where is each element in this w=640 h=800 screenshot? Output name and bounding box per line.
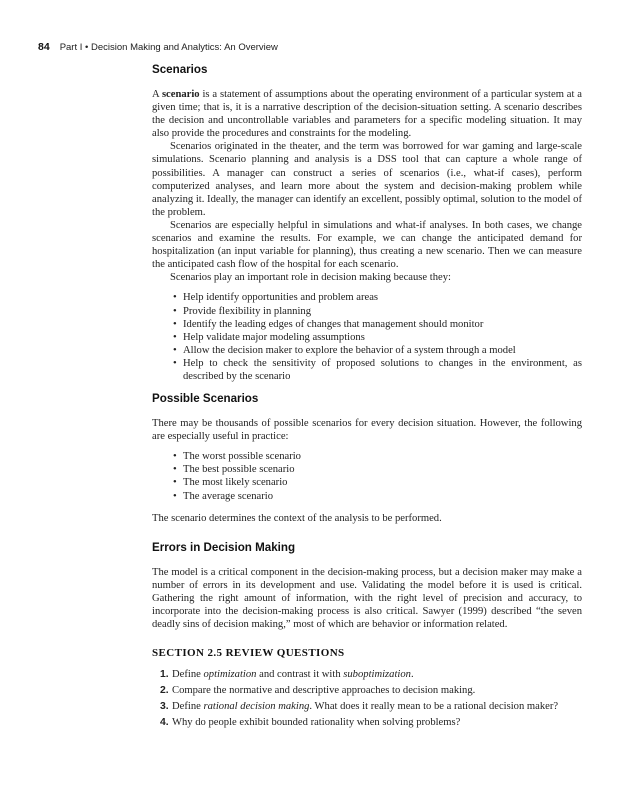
list-item: • The best possible scenario: [176, 463, 582, 476]
list-item: • Identify the leading edges of changes that management should monitor: [176, 318, 582, 331]
possible-scenarios-paragraph-1: There may be thousands of possible scenarios for every decision situation. However, the following are especially useful in practice:: [152, 418, 582, 443]
scenario-term: scenario: [161, 89, 200, 100]
list-item: • The worst possible scenario: [176, 450, 582, 463]
scenarios-paragraph-3: Scenarios are especially helpful in simulations and what-if analyses. In both cases, we change scenarios and examine the results. For example, we can change the anticipated demand for hospitalization (an input variable for planning), thus creating a new scenario. Then we can measure the anticipated cash flow of the hospital for each scenario.: [152, 219, 582, 271]
list-item: • The average scenario: [176, 490, 582, 503]
review-questions-list: [152, 668, 582, 729]
review-question: 4. Why do people exhibit bounded rationality when solving problems?: [160, 717, 461, 729]
review-question: 2. Compare the normative and descriptive approaches to decision making.: [160, 685, 476, 697]
page-number: 84: [38, 41, 50, 53]
list-item: • Help validate major modeling assumptions: [176, 331, 582, 344]
spacer: [152, 631, 582, 646]
running-head-title: Part I • Decision Making and Analytics: An Overview: [59, 42, 278, 53]
scenario-benefits-list: [152, 291, 582, 383]
possible-scenarios-heading: Possible Scenarios: [152, 392, 259, 406]
spacer: [152, 525, 582, 541]
possible-scenarios-list: [152, 450, 582, 502]
errors-heading: Errors in Decision Making: [152, 540, 296, 554]
possible-scenarios-paragraph-2: The scenario determines the context of the analysis to be performed.: [152, 512, 442, 524]
question-number: 3.: [160, 701, 169, 713]
list-item: • The most likely scenario: [176, 476, 582, 489]
scenarios-paragraph-4: Scenarios play an important role in decision making because they:: [170, 272, 451, 284]
question-number: 4.: [160, 717, 169, 729]
list-item: • Help identify opportunities and problem areas: [176, 291, 582, 304]
question-number: 2.: [160, 685, 169, 697]
list-item: • Allow the decision maker to explore the behavior of a system through a model: [176, 344, 582, 357]
scenarios-heading: Scenarios: [152, 63, 208, 76]
errors-paragraph: The model is a critical component in the decision-making process, but a decision maker may make a number of errors in its development and use. Validating the model before it is used is critical. Gathering the right amount of information, with the right level of precision and accuracy, to incorporate into the decision-making process is also critical. Sawyer (1999) described “the seven deadly sins of decision making,” most of which are behavior or information related.: [152, 566, 582, 631]
list-item: • Help to check the sensitivity of proposed solutions to changes in the environment, as described by the scenario: [176, 357, 582, 383]
scenarios-paragraph-1: A scenario is a statement of assumptions about the operating environment of a particular system at a given time; that is, it is a narrative description of the decision-situation setting. A scenario describes the decision and uncontrollable variables and parameters for a specific modeling situation. It may also provide the procedures and constraints for the modeling.: [152, 89, 583, 140]
scenarios-paragraph-2: Scenarios originated in the theater, and the term was borrowed for war gaming and large-scale simulations. Scenario planning and analysis is a DSS tool that can capture a whole range of possibilities. A manager can construct a series of scenarios (i.e., what-if cases), perform computerized analyses, and learn more about the system and decision-making problem while analyzing it. Ideally, the manager can identify an excellent, possibly optimal, solution to the model of the problem.: [152, 141, 582, 218]
page-content: [152, 63, 582, 733]
review-questions-heading: SECTION 2.5 REVIEW QUESTIONS: [152, 647, 345, 660]
review-question: 3. Define rational decision making. What does it really mean to be a rational decision maker?: [160, 701, 559, 713]
question-number: 1.: [160, 669, 169, 681]
running-head: [38, 41, 278, 53]
list-item: • Provide flexibility in planning: [176, 305, 582, 318]
review-question: 1. Define optimization and contrast it with suboptimization.: [160, 669, 414, 681]
